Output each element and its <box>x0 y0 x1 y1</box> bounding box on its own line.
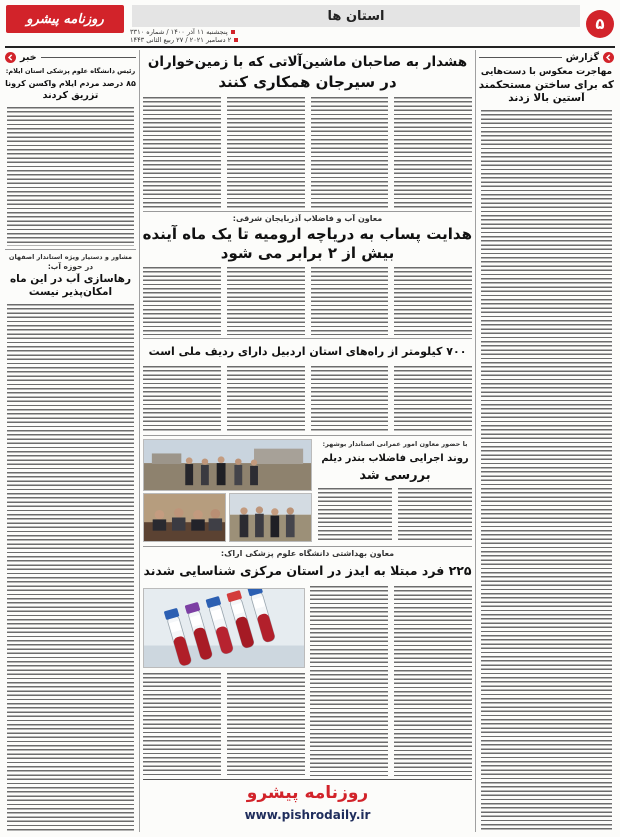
section-label-text: خبر <box>20 51 37 63</box>
water-kicker: معاون آب و فاضلاب آذربایجان شرقی: <box>232 214 383 223</box>
water-headline-line: بیش از ۲ برابر می شود <box>220 244 395 262</box>
photo-graphic <box>144 440 311 490</box>
main-article-body <box>143 97 472 208</box>
article-body-column <box>227 673 305 776</box>
site-visit-photo <box>143 439 312 491</box>
column-divider <box>475 50 476 832</box>
article-body-column <box>318 488 392 542</box>
article-body-column <box>143 267 221 335</box>
article-separator <box>143 546 472 547</box>
article-separator <box>143 211 472 212</box>
footer-website: www.pishrodaily.ir <box>244 808 371 822</box>
meeting-photo <box>143 493 226 542</box>
report-body-text <box>481 110 612 832</box>
article-separator <box>5 249 136 250</box>
news-headline-line: رهاسازی آب در این ماه <box>9 273 132 285</box>
bullet-square-icon <box>234 38 238 42</box>
article-body-column <box>394 366 472 432</box>
news-headline-line: ۸۵ درصد مردم ایلام واکسن کرونا <box>5 78 136 88</box>
arrow-icon <box>603 52 614 63</box>
main-headline-line: در سیرجان همکاری کنند <box>218 73 397 91</box>
article-body-column <box>143 97 221 208</box>
section-banner <box>132 5 580 27</box>
water-article-body <box>143 267 472 335</box>
bullet-square-icon <box>231 30 235 34</box>
roads-headline: ۷۰۰ کیلومتر از راه‌های استان اردبیل دارای ردیف ملی است <box>148 345 467 358</box>
article-body-column <box>227 267 305 335</box>
news-body-text <box>7 304 134 832</box>
news-kicker-line: در حوزه آب: <box>47 262 94 271</box>
news-headline-line: امکان‌پذیر نیست <box>28 286 113 298</box>
label-rule <box>41 57 136 58</box>
issue-date-line <box>130 36 330 44</box>
article-body-column <box>311 366 389 432</box>
article-body-column <box>143 673 221 776</box>
article-separator <box>143 338 472 339</box>
footer-rule <box>143 779 472 780</box>
article-body-column <box>227 97 305 208</box>
issue-date-block <box>130 28 330 45</box>
article-body-column <box>227 366 305 432</box>
blood-sample-photo <box>143 588 305 668</box>
section-label-news <box>5 51 136 63</box>
group-photo <box>229 493 312 542</box>
news-headline-line: تزریق کردند <box>42 90 99 101</box>
label-rule <box>479 57 562 58</box>
section-label-text: گزارش <box>565 51 599 63</box>
aids-article-body <box>143 673 305 776</box>
footer-brand: روزنامه پیشرو <box>246 783 369 803</box>
news-headline-line: رئیس دانشگاه علوم پزشکی استان ایلام: <box>5 67 136 75</box>
column-divider <box>139 50 140 832</box>
gregorian-hijri-date: ۲ دسامبر ۲۰۲۱ / ۲۷ ربیع الثانی ۱۴۴۳ <box>130 36 232 45</box>
arrow-icon <box>5 52 16 63</box>
issue-date-line <box>130 28 330 36</box>
report-headline-line: مهاجرت معکوس با دست‌هایی <box>480 67 613 77</box>
article-body-column <box>310 586 388 776</box>
article-body-column <box>143 366 221 432</box>
bushehr-article-body <box>318 488 472 542</box>
bushehr-headline-line: روند اجرایی فاضلاب بندر دیلم <box>321 453 469 464</box>
photo-graphic <box>230 494 311 541</box>
article-body-column <box>311 97 389 208</box>
article-separator <box>143 435 472 436</box>
page-number: ۵ <box>595 15 605 33</box>
news-body-text <box>7 107 134 246</box>
header-rule <box>5 46 615 48</box>
article-body-column <box>398 488 472 542</box>
main-headline-line: هشدار به صاحبان ماشین‌آلاتی که با زمین‌خواران <box>147 54 468 70</box>
section-label-report <box>479 51 614 63</box>
roads-article-body <box>143 366 472 432</box>
news-kicker-line: مشاور و دستیار ویژه استاندار اصفهان <box>8 253 133 261</box>
bushehr-headline-line: بررسی شد <box>359 468 431 483</box>
aids-headline: ۲۲۵ فرد مبتلا به ایدز در استان مرکزی شناسایی شدند <box>143 563 472 578</box>
test-tubes-graphic <box>144 589 304 667</box>
article-body-column <box>394 586 472 776</box>
report-headline-line: که برای ساختن مستحکمند <box>479 79 614 91</box>
article-body-column <box>394 97 472 208</box>
newspaper-logo <box>6 5 124 33</box>
water-headline-line: هدایت پساب به دریاچه ارومیه تا یک ماه آینده <box>143 225 472 243</box>
article-body-column <box>394 267 472 335</box>
page-number-badge <box>586 10 614 38</box>
aids-article-body <box>310 586 472 776</box>
persian-date: پنجشنبه ۱۱ آذر ۱۴۰۰ / شماره ۳۳۱۰ <box>130 28 228 36</box>
report-headline-line: آستین بالا زدند <box>508 92 585 104</box>
logo-text: روزنامه پیشرو <box>26 11 104 27</box>
article-body-column <box>311 267 389 335</box>
bushehr-kicker: با حضور معاون امور عمرانی استاندار بوشهر: <box>322 440 468 448</box>
photo-graphic <box>144 494 225 541</box>
section-title: استان ها <box>327 8 385 24</box>
aids-kicker: معاون بهداشتی دانشگاه علوم پزشکی اراک: <box>220 549 395 558</box>
